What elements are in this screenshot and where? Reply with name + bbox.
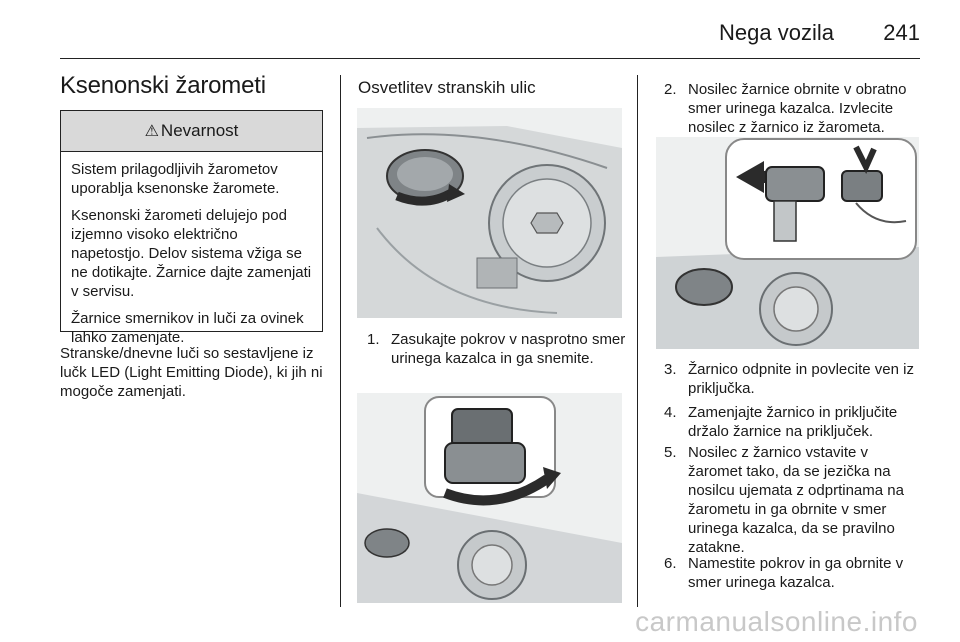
step-text: Nosilec z žarnico vstavite v žaromet tako, da se jezička na nosilcu ujemata z odprtinama na žarometu in ga obrnite v smer urinega kazalca, da se pravilno zatakne. [688, 444, 904, 556]
subsection-title: Osvetlitev stranskih ulic [358, 78, 536, 97]
step-text: Žarnico odpnite in povlecite ven iz priključka. [688, 361, 914, 397]
step-6 [664, 554, 922, 592]
warning-box [60, 110, 323, 346]
step-text: Zamenjajte žarnico in priključite držalo žarnice na priključek. [688, 404, 898, 440]
step-text: Zasukajte pokrov v nasprotno smer urinega kazalca in ga snemite. [391, 331, 626, 367]
step-number: 5. [664, 444, 677, 461]
headlamp-cover-illustration [357, 108, 622, 318]
step-text: Namestite pokrov in ga obrnite v smer urinega kazalca. [688, 555, 904, 591]
page-header [60, 14, 920, 54]
step-4 [664, 403, 922, 441]
warning-title: Nevarnost [160, 121, 239, 140]
step-2 [664, 80, 922, 137]
step-text: Nosilec žarnice obrnite v obratno smer urinega kazalca. Izvlecite nosilec z žarnico iz žarometa. [688, 81, 907, 136]
warning-header [61, 111, 322, 152]
column-divider-2 [637, 75, 638, 607]
step-number: 4. [664, 404, 677, 421]
step-1 [367, 330, 627, 368]
page-number: 241 [883, 20, 920, 45]
step-number: 1. [367, 331, 380, 348]
step-number: 2. [664, 81, 677, 98]
warning-triangle-icon: ⚠ [144, 123, 159, 140]
warning-paragraph: Sistem prilagodljivih žarometov uporablja ksenonske žaromete. [71, 161, 280, 197]
step-number: 3. [664, 361, 677, 378]
section-title: Nega vozila [719, 20, 834, 45]
step-3 [664, 360, 926, 398]
warning-body [61, 152, 322, 347]
header-rule [60, 58, 920, 59]
watermark: carmanualsonline.info [635, 606, 918, 637]
bulb-holder-rotation-illustration [357, 393, 622, 603]
step-number: 6. [664, 555, 677, 572]
warning-paragraph: Ksenonski žarometi delujejo pod izjemno visoko električno napetostjo. Delov sistema vžiga se ne dotikajte. Žarnice dajte zamenjati v servisu. [71, 207, 312, 300]
step-5 [664, 443, 922, 557]
column-divider-1 [340, 75, 341, 607]
body-paragraph: Stranske/dnevne luči so sestavljene iz lučk LED (Light Emitting Diode), ki jih ni mogoče zamenjati. [60, 345, 323, 400]
bulb-removal-illustration [656, 137, 919, 349]
warning-paragraph: Žarnice smernikov in luči za ovinek lahko zamenjate. [71, 310, 304, 346]
main-title: Ksenonski žarometi [60, 72, 266, 99]
